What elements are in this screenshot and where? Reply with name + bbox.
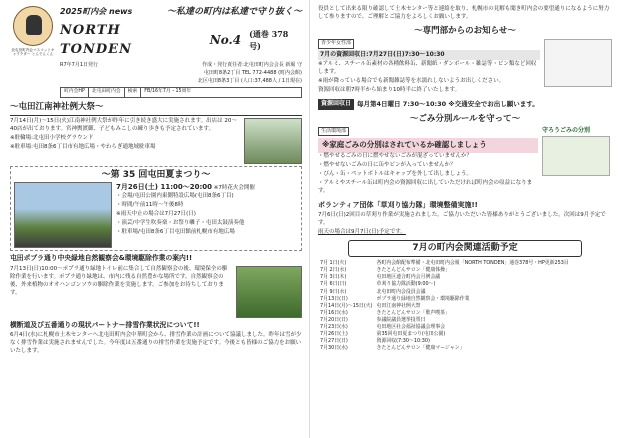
collection-bar — [318, 99, 612, 110]
schedule-date: 7月20日(日) — [320, 317, 348, 323]
sorting-line: ・アルミやスチール缶は町内会の資源回収に出していただければ町内会の収益になります。 — [318, 180, 533, 195]
collection-title: 7月の資源回収日:7月27日(日)7:30～10:30 — [318, 50, 540, 61]
schedule-event: きたとんどんサロン「健康マージャン」 — [376, 345, 465, 352]
mascot-caption: 北屯田町内会マスコットキャラクター とんでんくん — [11, 48, 55, 57]
collection-schedule: 毎月第4日曜日 7:30～10:30 ※交通安全でお出し願います。 — [357, 99, 539, 108]
summer-events: ・演芸/中学生吹奏楽・お祭り囃子・屯田太鼓演奏他 — [116, 219, 245, 226]
festival-note1: ※駐輪場:北屯田小学校グラウンド — [10, 134, 94, 141]
schedule-event: 各町内会館配布準備・北屯田町内会報「NORTH TONDEN」通巻378号・HP更新253目 — [376, 260, 569, 267]
schedule-date: 7月 3日(木) — [320, 274, 347, 281]
nature-body: 7月13日(日)10:00～ポプラ通り緑地トイレ前に集合して自然観察会の後、環境保全の駆除作業を行います。ポプラ通り緑地は、市内に残る自然豊かな場所です。自然観察会の後、外来植物のオオハンゴンソウの駆除作業を実施します。ご参加をお待ちしております。 — [10, 265, 228, 296]
summer-festival-box — [10, 166, 302, 251]
collection-caution: ※雨が降っている場合でも新聞雑誌等を水濡れしないようお出しください。 — [318, 78, 505, 85]
collection-items: ※アルミ、スチール缶素材の各種飲料缶、新聞紙・ダンボール・雑誌等・ビン類など回収します。 — [318, 61, 537, 76]
summer-time: ・時間/午前11時～午後8時 — [116, 201, 184, 208]
slogan: ～私達の町内は私達で守り抜く～ — [166, 7, 302, 17]
recycle-icon — [544, 39, 612, 87]
summer-rain: ※雨天中止の場合は7月27日(日) — [116, 210, 196, 217]
issue-date: R7年7月1日発行 — [60, 61, 99, 68]
summer-parking: ・駐車場/屯田8条6丁目屯田館前札幌市有地広場 — [116, 228, 235, 235]
volunteer-body: 7月6日(日)2回目の草刈り作業が実施されました。ご協力いただいた皆様ありがとうございました。次回は9月予定です。 — [318, 212, 606, 227]
schedule-date: 7月 2日(水) — [320, 267, 347, 274]
sorting-line: ・燃やせるごみの日に燃やせないごみが混ざっていませんか？ — [318, 153, 473, 160]
schedule-date: 7月26日(土) — [320, 331, 348, 338]
sorting-banner: ※家庭ごみの分別はされているか確認しましょう — [318, 138, 538, 153]
mascot — [10, 6, 56, 68]
schedule-date: 7月13日(日) — [320, 295, 348, 302]
crosswalk-body: 6月4日(水)に札幌市土木センターへ北屯田町内会中華町会から、排雪作業の計画について協議しました。昨年は雪が少なく排雪作業は実施されませんでした。今年度は五番通りの排雪作業を実施予定です。今後とも皆様のご協力をお願いいたします。 — [10, 332, 302, 355]
schedule-row — [318, 338, 612, 345]
issue-total: (通巻 378 号) — [249, 29, 289, 51]
crosswalk-heading: 横断道及び五番通りの現状パートナー排雪作業状況について!! — [10, 320, 200, 329]
link-row — [60, 87, 302, 98]
nature-heading: 屯田ポプラ通り中央緑地自然観察会&環境駆除作業の案内!! — [10, 253, 193, 262]
schedule-row — [318, 331, 612, 338]
schedule-row — [318, 296, 612, 303]
greenery-photo — [236, 266, 302, 318]
households: 北区屯田8条3丁目 (人口:37,488人 / 1日現在) — [197, 78, 302, 85]
schedule-row — [318, 289, 612, 296]
festival-note2: ※駐車場:屯田8条6丁目市有地広場・やわらぎ通地域駐車場 — [10, 143, 156, 150]
schedule-event: 参議院議員選挙投票日 — [376, 317, 426, 323]
hp-link[interactable]: 町内会HP — [61, 88, 89, 97]
summer-venue: ・会場/屯田公園内東側特設広場(屯田8条6丁目) — [116, 192, 234, 199]
schedule-row — [318, 324, 612, 331]
sorting-line: ・びん・缶・ペットボトルはキャップを外して出しましょう。 — [318, 171, 473, 178]
schedule-event: 屯田江南神社例大祭 — [376, 302, 421, 309]
schedule-event: ポプラ通り緑地自然観察会・環境駆除作業 — [376, 295, 470, 302]
youth-tag: 青少年女性部 — [318, 39, 354, 48]
sorting-line: ・燃やせないごみの日に缶やビンが入っていませんか？ — [318, 162, 456, 169]
right-page — [310, 0, 620, 438]
schedule-event: 草刈り協力隊活動(9:00～) — [376, 281, 436, 288]
summer-date: 7月26日(土) 11:00～20:00 — [116, 182, 213, 191]
schedule-row — [318, 260, 612, 267]
collection-label: 資源回収日 — [318, 99, 354, 110]
shrine-photo — [244, 118, 302, 164]
schedule-row — [318, 345, 612, 352]
schedule-row — [318, 310, 612, 317]
schedule-row — [318, 274, 612, 281]
schedule-row — [318, 303, 612, 310]
summer-date-note: ※7時花火会開催 — [213, 184, 255, 191]
collection-cap: 資源回収は朝7時半から始まり10時半に終了いたします。 — [318, 87, 461, 94]
notices-heading: ～専門部からのお知らせ～ — [414, 25, 516, 36]
intro-text: 役員として出来る限り確認して土木センター等と連絡を取り、札幌市の見解も聞き町内会の要望通りになるように努力して参りますので、ご理解とご協力をよろしくお願いします。 — [318, 6, 610, 20]
volunteer-heading: ボランティア団体「草刈り協力隊」環境整備実施!! — [318, 201, 478, 210]
schedule-date: 7月23日(水) — [320, 324, 348, 331]
masthead — [10, 6, 302, 98]
festival-body: 7月14日(月)～15日(火)江南神社例大祭が昨年に引き続き盛大に実施されます。出店は 20～40店が出ております。宮神輿渡御、子どもみこしの練り歩きも予定されています。 — [10, 117, 237, 132]
schedule-event: 北屯田町内会役員会議 — [376, 288, 426, 295]
summer-title: ～第 35 回屯田夏まつり～ — [101, 169, 211, 180]
fb-note: FB/16年7月・15周年 — [144, 89, 192, 95]
schedule-table — [318, 260, 612, 352]
volunteer-next: 雨天の場合は9月7日(日)予定です。 — [318, 229, 406, 236]
schedule-event: 第35回屯田夏まつり(屯田公園) — [376, 331, 446, 338]
schedule-row — [318, 267, 612, 274]
publisher: 作成・発行責任者:北屯田町内会会長 新堀 守 — [202, 61, 302, 68]
address: 屯田町8条2丁目 TEL 772-4488 (町内会館) — [203, 69, 302, 76]
schedule-date: 7月14日(月)～15日(火) — [320, 302, 373, 309]
newsletter-title: NORTH TONDEN — [60, 23, 132, 57]
schedule-event: きたとんどんサロン「健康体操」 — [376, 267, 450, 274]
schedule-date: 7月 9日(水) — [320, 288, 347, 295]
title-block — [60, 22, 302, 60]
header-label: 2025町内会 news — [60, 7, 133, 16]
schedule-date: 7月16日(水) — [320, 309, 348, 316]
schedule-event: 屯田地区連合町内会月例会議 — [376, 274, 441, 281]
schedule-event: 資源回収(7:30～10:30) — [376, 338, 430, 345]
schedule-event: きたとんどんサロン「歌声喫茶」 — [376, 309, 450, 316]
schedule-event: 屯田地区社会福祉協議会理事会 — [376, 324, 446, 331]
festival-heading: ～屯田江南神社例大祭～ — [10, 101, 302, 115]
schedule-date: 7月30日(水) — [320, 345, 348, 352]
schedule-date: 7月 1日(火) — [320, 260, 347, 267]
mascot-icon — [13, 6, 53, 46]
issue-number: No.4 — [209, 33, 242, 48]
search-button[interactable]: 検索 — [125, 88, 142, 97]
search-term: 北屯田町内会 — [89, 88, 125, 97]
schedule-date: 7月 6日(日) — [320, 281, 347, 288]
schedule-date: 7月27日(日) — [320, 338, 348, 345]
env-tag: 生活環境部 — [318, 127, 349, 136]
schedule-row — [318, 281, 612, 288]
sorting-art-label: 守ろうごみの分別 — [542, 127, 591, 135]
sorting-heading: ～ごみ分別ルールを守って～ — [409, 113, 521, 124]
trash-bins-icon — [542, 136, 610, 176]
festival-photo — [14, 182, 112, 248]
schedule-heading: 7月の町内会関連活動予定 — [348, 240, 582, 257]
schedule-row — [318, 317, 612, 324]
